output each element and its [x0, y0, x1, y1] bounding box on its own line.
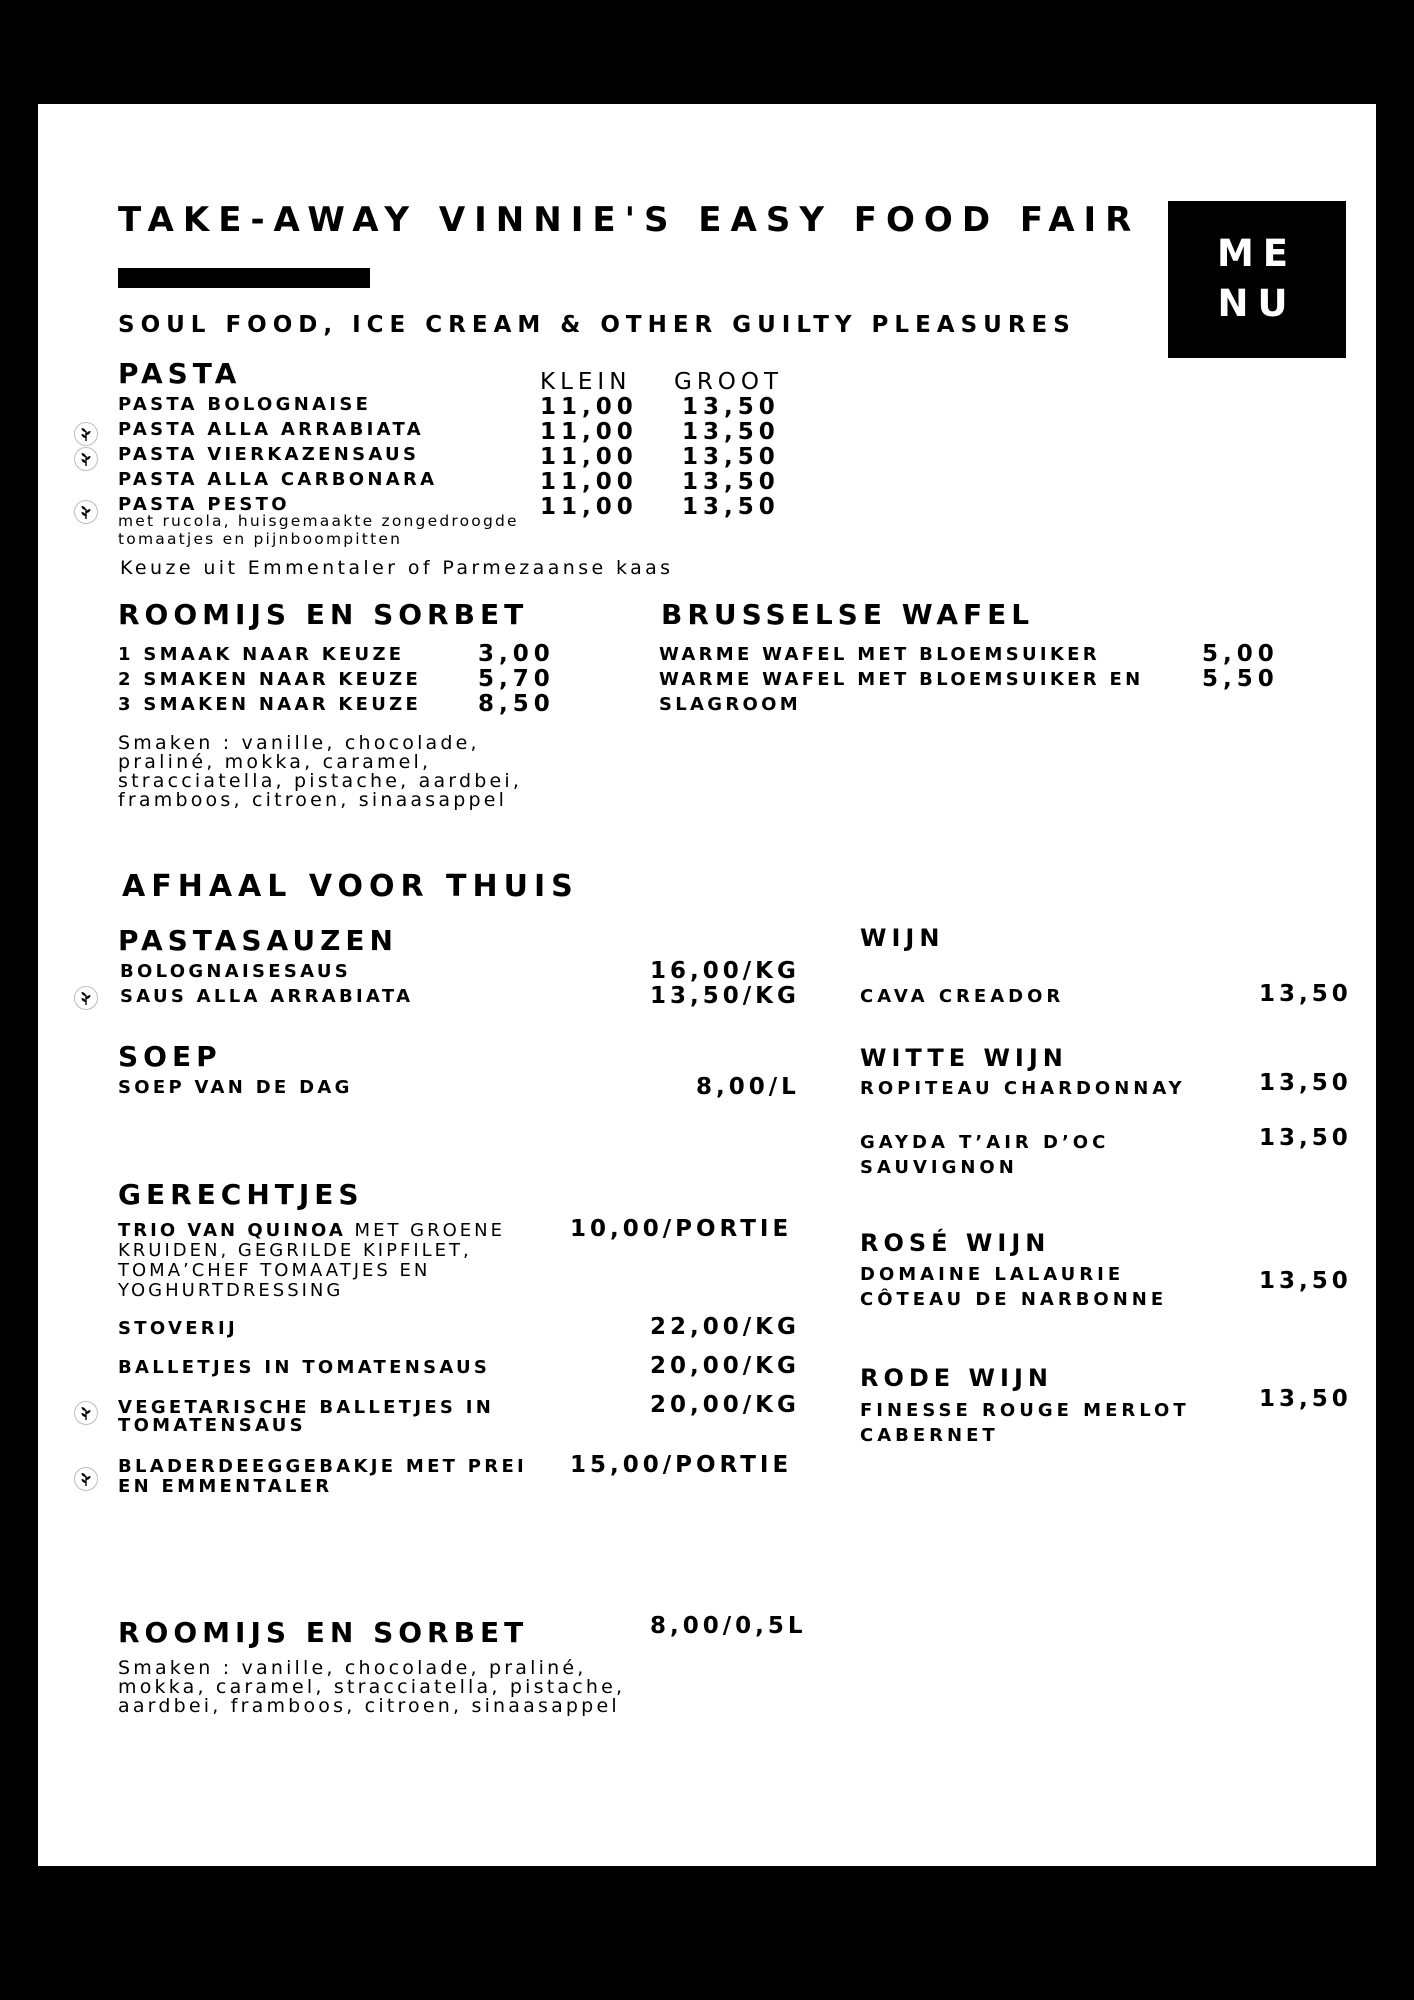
ice2-title: ROOMIJS EN SORBET [118, 1616, 529, 1649]
trio-price: 10,00/PORTIE [570, 1216, 793, 1242]
sauzen-item-price: 13,50/KG [650, 983, 800, 1009]
ice2-price: 8,00/0,5L [650, 1613, 807, 1639]
wijn-item-name: CABERNET [860, 1425, 999, 1446]
ice-item-name: 1 SMAAK NAAR KEUZE [118, 644, 405, 665]
wijn-item-name: GAYDA T’AIR D’OC [860, 1132, 1110, 1153]
soep-item-price: 8,00/L [696, 1074, 800, 1100]
sauzen-item-name: SAUS ALLA ARRABIATA [120, 986, 414, 1007]
soep-title: SOEP [118, 1040, 222, 1073]
sauzen-item-name: BOLOGNAISESAUS [120, 961, 351, 982]
ice-flavors: praliné, mokka, caramel, [118, 751, 432, 773]
trio-desc: KRUIDEN, GEGRILDE KIPFILET, [118, 1240, 472, 1261]
page-subtitle: SOUL FOOD, ICE CREAM & OTHER GUILTY PLEASURES [118, 312, 1076, 338]
wafel-item-price: 5,50 [1202, 666, 1279, 692]
wafel-title: BRUSSELSE WAFEL [661, 598, 1035, 631]
bladerdeeg-name: EN EMMENTALER [118, 1476, 333, 1497]
sauzen-item-price: 16,00/KG [650, 958, 800, 984]
menu-badge-line1: ME [1216, 232, 1298, 275]
wijn-item-name: CAVA CREADOR [860, 986, 1065, 1007]
bladerdeeg-name: BLADERDEEGGEBAKJE MET PREI [118, 1456, 528, 1477]
menu-badge [1168, 201, 1346, 358]
wijn-item-price: 13,50 [1259, 1070, 1352, 1096]
menu-badge-line2: NU [1217, 282, 1297, 325]
trio-name: TRIO VAN QUINOA [118, 1220, 346, 1241]
pasta-item-price-large: 13,50 [682, 394, 780, 420]
pasta-item-price-small: 11,00 [540, 394, 638, 420]
pasta-item-name: PASTA PESTO [118, 494, 290, 515]
pasta-item-name: PASTA VIERKAZENSAUS [118, 444, 420, 465]
wijn-item-price: 13,50 [1259, 981, 1352, 1007]
ice-item-price: 3,00 [478, 641, 555, 667]
veg-balletjes-name: VEGETARISCHE BALLETJES IN [118, 1397, 495, 1418]
ice-flavors: Smaken : vanille, chocolade, [118, 732, 480, 754]
soep-item-name: SOEP VAN DE DAG [118, 1077, 353, 1098]
cheese-note: Keuze uit Emmentaler of Parmezaanse kaas [120, 557, 674, 579]
pasta-title: PASTA [118, 357, 242, 390]
pasta-item-price-large: 13,50 [682, 494, 780, 520]
trio-desc: MET GROENE [345, 1220, 505, 1241]
witte-wijn-title: WITTE WIJN [860, 1044, 1068, 1072]
ice-item-name: 3 SMAKEN NAAR KEUZE [118, 694, 422, 715]
pasta-col-small: KLEIN [540, 369, 632, 395]
pasta-item-price-large: 13,50 [682, 419, 780, 445]
pasta-item-name: PASTA ALLA CARBONARA [118, 469, 438, 490]
trio-desc: YOGHURTDRESSING [118, 1280, 344, 1301]
wijn-item-name: SAUVIGNON [860, 1157, 1018, 1178]
vegetarian-leaf-icon [74, 447, 98, 471]
vegetarian-leaf-icon [74, 500, 98, 524]
pesto-note: tomaatjes en pijnboompitten [118, 530, 403, 548]
trio-line [118, 1221, 505, 1241]
veg-balletjes-price: 20,00/KG [650, 1392, 800, 1418]
ice-title: ROOMIJS EN SORBET [118, 598, 529, 631]
ice-item-price: 8,50 [478, 691, 555, 717]
wijn-item-price: 13,50 [1259, 1386, 1352, 1412]
pasta-col-large: GROOT [674, 369, 784, 395]
ice-flavors: stracciatella, pistache, aardbei, [118, 770, 523, 792]
balletjes-name: BALLETJES IN TOMATENSAUS [118, 1357, 491, 1378]
menu-page [38, 104, 1376, 1866]
gerechtjes-title: GERECHTJES [118, 1178, 364, 1211]
wijn-item-name: FINESSE ROUGE MERLOT [860, 1400, 1190, 1421]
ice-flavors: framboos, citroen, sinaasappel [118, 789, 508, 811]
ice2-flavors: mokka, caramel, stracciatella, pistache, [118, 1676, 626, 1698]
pasta-item-price-large: 13,50 [682, 469, 780, 495]
pasta-item-price-small: 11,00 [540, 469, 638, 495]
wijn-item-price: 13,50 [1259, 1125, 1352, 1151]
vegetarian-leaf-icon [74, 422, 98, 446]
stoverij-price: 22,00/KG [650, 1314, 800, 1340]
wijn-title: WIJN [860, 924, 945, 952]
pasta-item-price-large: 13,50 [682, 444, 780, 470]
stoverij-name: STOVERIJ [118, 1318, 238, 1339]
ice-item-name: 2 SMAKEN NAAR KEUZE [118, 669, 422, 690]
pasta-item-name: PASTA BOLOGNAISE [118, 394, 372, 415]
afhaal-title: AFHAAL VOOR THUIS [122, 869, 579, 904]
rose-wijn-title: ROSÉ WIJN [860, 1229, 1051, 1257]
vegetarian-leaf-icon [74, 1467, 98, 1491]
pesto-note: met rucola, huisgemaakte zongedroogde [118, 512, 519, 530]
wijn-item-name: DOMAINE LALAURIE [860, 1264, 1125, 1285]
page-title: TAKE-AWAY VINNIE'S EASY FOOD FAIR [118, 200, 1141, 240]
wafel-item-name: WARME WAFEL MET BLOEMSUIKER EN [659, 669, 1144, 690]
ice2-flavors: Smaken : vanille, chocolade, praliné, [118, 1657, 587, 1679]
balletjes-price: 20,00/KG [650, 1353, 800, 1379]
wijn-item-name: ROPITEAU CHARDONNAY [860, 1078, 1186, 1099]
vegetarian-leaf-icon [74, 1401, 98, 1425]
vegetarian-leaf-icon [74, 986, 98, 1010]
pasta-item-price-small: 11,00 [540, 494, 638, 520]
wijn-item-price: 13,50 [1259, 1268, 1352, 1294]
pasta-item-price-small: 11,00 [540, 444, 638, 470]
ice-item-price: 5,70 [478, 666, 555, 692]
title-underline [118, 268, 370, 288]
wafel-item-price: 5,00 [1202, 641, 1279, 667]
bladerdeeg-price: 15,00/PORTIE [570, 1452, 793, 1478]
rode-wijn-title: RODE WIJN [860, 1364, 1053, 1392]
sauzen-title: PASTASAUZEN [118, 924, 398, 957]
wijn-item-name: CÔTEAU DE NARBONNE [860, 1289, 1168, 1310]
pasta-item-name: PASTA ALLA ARRABIATA [118, 419, 424, 440]
wafel-item-name: WARME WAFEL MET BLOEMSUIKER [659, 644, 1100, 665]
trio-desc: TOMA’CHEF TOMAATJES EN [118, 1260, 431, 1281]
veg-balletjes-name: TOMATENSAUS [118, 1415, 306, 1436]
wafel-item-name: SLAGROOM [659, 694, 801, 715]
pasta-item-price-small: 11,00 [540, 419, 638, 445]
ice2-flavors: aardbei, framboos, citroen, sinaasappel [118, 1695, 620, 1717]
